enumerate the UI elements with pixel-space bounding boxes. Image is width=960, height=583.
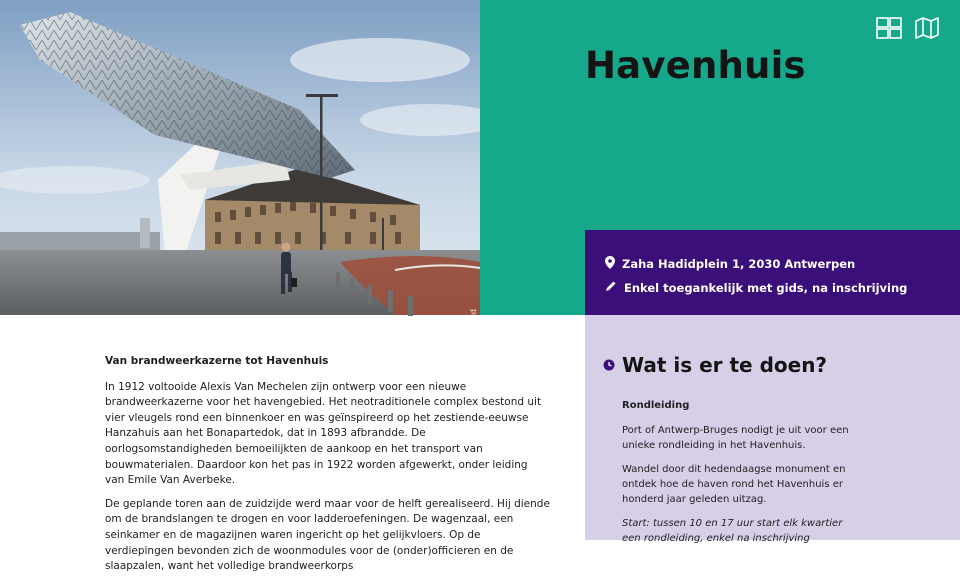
address-text: Zaha Hadidplein 1, 2030 Antwerpen: [622, 257, 856, 271]
article-paragraph: In 1912 voltooide Alexis Van Mechelen zijn ontwerp voor een nieuwe brandweerkazerne voor het havengebied. Het neotraditionele complex bestond uit vier vleugels rond een binnenkoer en was geïnspireerd op het zestiende-eeuwse Hanzahuis aan het Bonapartedok, dat in 1893 afbrandde. De oorlogsomstandigheden bemoeilijkten de aankoop en het transport van bouwmaterialen. Daardoor kon het pas in 1922 worden afgewerkt, onder leiding van Emile Van Averbeke.: [105, 380, 542, 487]
location-pin-icon: [605, 256, 615, 272]
access-row: [605, 280, 907, 295]
info-box: [585, 230, 960, 315]
tour-subheading: Rondleiding: [622, 400, 690, 411]
address-row: [605, 256, 855, 272]
sidebar-paragraph: Port of Antwerp-Bruges nodigt je uit voor een unieke rondleiding in het Havenhuis.: [622, 425, 849, 451]
article: [105, 350, 550, 583]
photo-credit: ©Lucid: [469, 309, 478, 339]
activities-sidebar: [585, 315, 960, 544]
clock-icon: [603, 356, 615, 375]
page-title: Havenhuis: [585, 44, 806, 87]
hero-photo: [0, 0, 480, 339]
grid-view-icon[interactable]: [876, 16, 902, 40]
access-text: Enkel toegankelijk met gids, na inschrijving: [624, 280, 908, 295]
havenhuis-photo-illustration: [0, 0, 480, 315]
sidebar-paragraph: Wandel door dit hedendaagse monument en ontdek hoe de haven rond het Havenhuis er honderd jaar geleden uitzag.: [622, 464, 846, 505]
activities-heading: Wat is er te doen?: [622, 353, 828, 377]
article-heading: Van brandweerkazerne tot Havenhuis: [105, 355, 329, 367]
activities-heading-row: [603, 353, 827, 377]
tour-schedule: Start: tussen 10 en 17 uur start elk kwartier een rondleiding, enkel na inschrijving: [622, 518, 843, 544]
pencil-icon: [605, 280, 617, 295]
article-paragraph: De geplande toren aan de zuidzijde werd maar voor de helft gerealiseerd. Hij diende om de brandslangen te drogen en voor ladderoefeningen. De wagenzaal, een seinkamer en de magazijnen waren ingericht op het gelijkvloers. Op de verdiepingen bevonden zich de woonmodules voor de (onder)officieren en de slaapzalen, want het volledige brandweerkorps: [105, 497, 550, 573]
map-icon[interactable]: [914, 16, 940, 40]
activities-body: [622, 398, 860, 555]
view-switcher: [876, 16, 940, 40]
